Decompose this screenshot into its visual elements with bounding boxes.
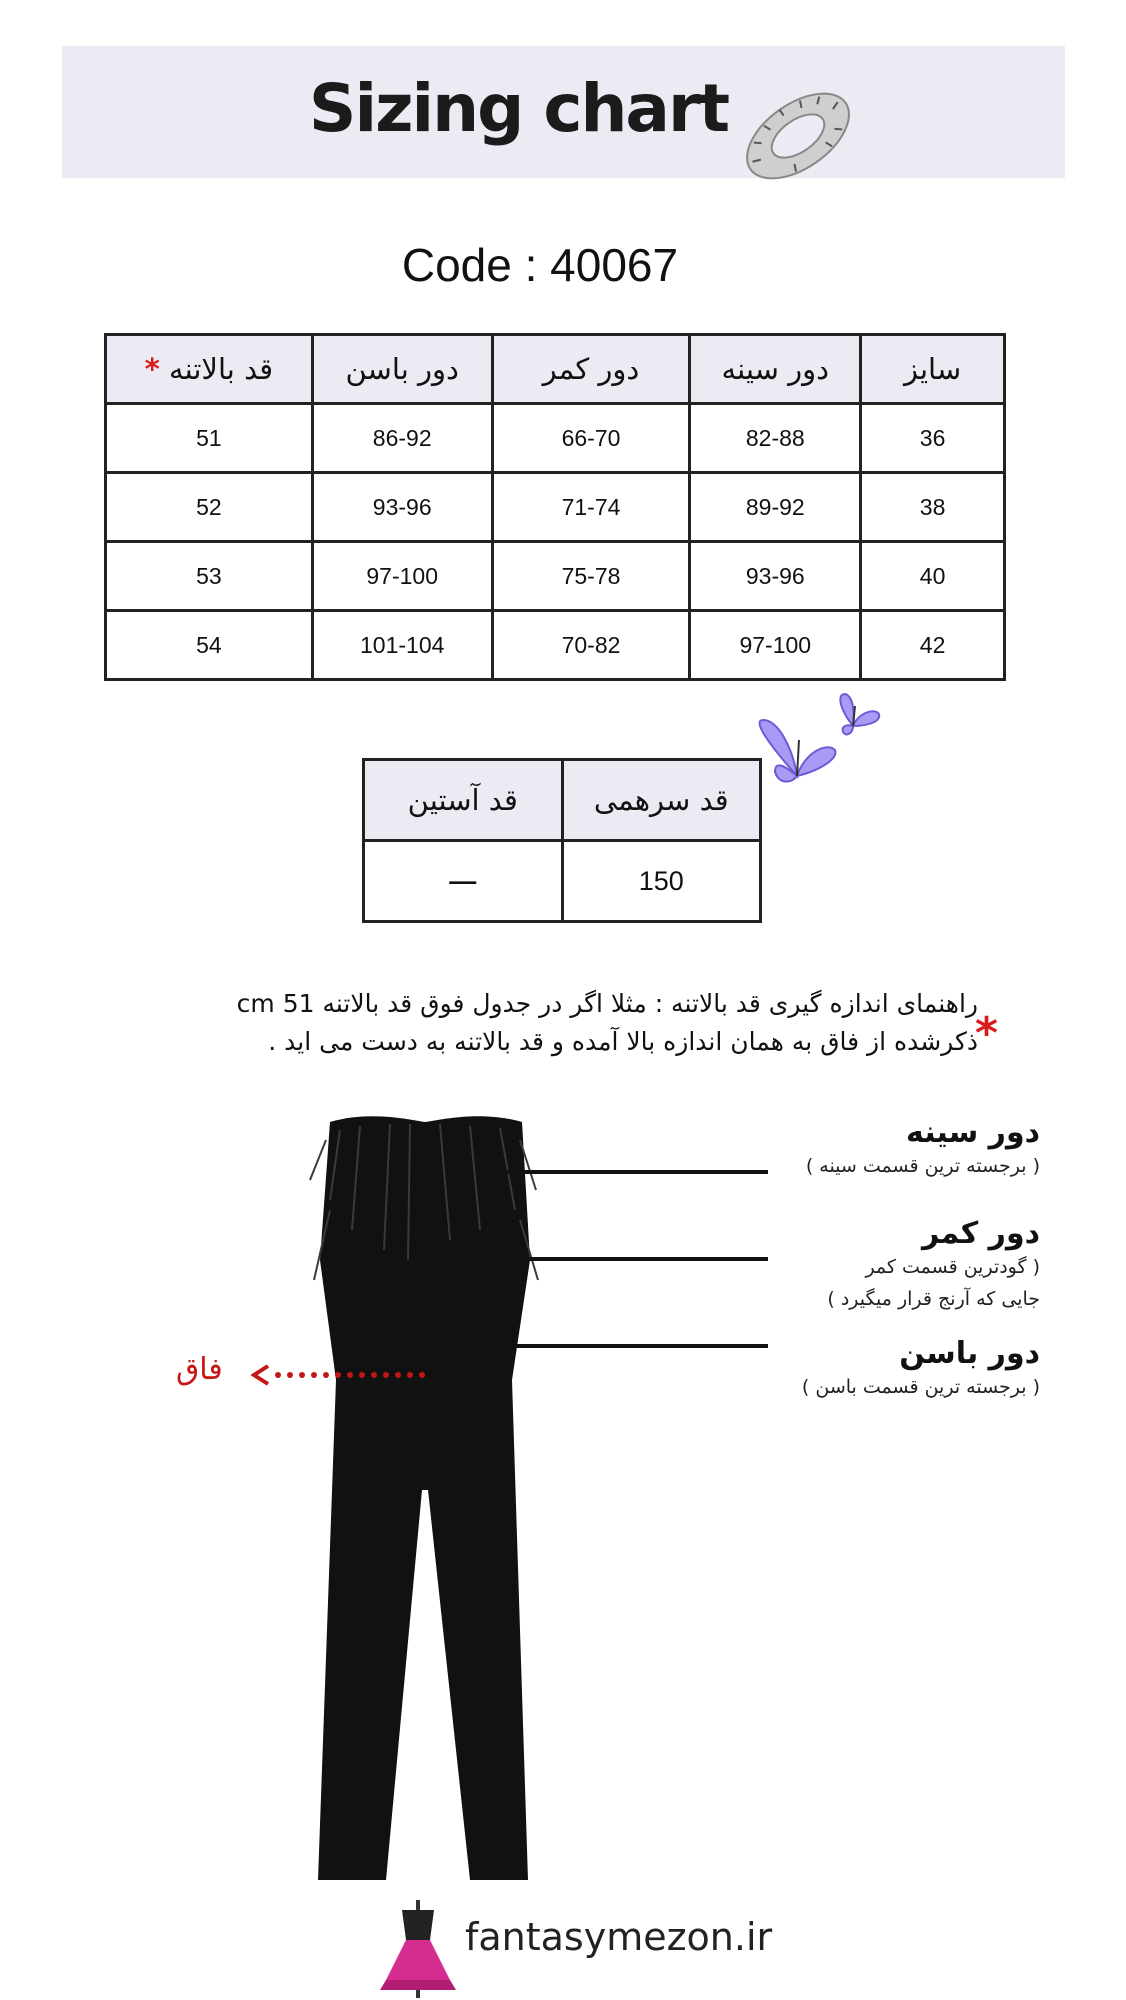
length-table-header (364, 760, 761, 841)
table-cell: 52 (106, 473, 313, 542)
table-cell: 71-74 (492, 473, 690, 542)
waist-desc-1: ( گودترین قسمت کمر (865, 1256, 1040, 1278)
table-cell: 51 (106, 404, 313, 473)
hip-desc: ( برجسته ترین قسمت باسن ) (801, 1376, 1040, 1398)
table-cell: 75-78 (492, 542, 690, 611)
header-banner (62, 46, 1065, 178)
page-title: Sizing chart (308, 70, 729, 147)
header-hip: دور باسن (312, 335, 492, 404)
note-line-1: راهنمای اندازه گیری قد بالاتنه : مثلا اگر در جدول فوق قد بالاتنه 51 cm (236, 989, 978, 1018)
table-cell: 89-92 (690, 473, 861, 542)
length-table (362, 758, 762, 923)
measurement-note (118, 985, 978, 1061)
size-table-header (106, 335, 1005, 404)
table-cell: 54 (106, 611, 313, 680)
table-cell: 86-92 (312, 404, 492, 473)
required-star: * (144, 352, 160, 386)
table-row (106, 611, 1005, 680)
table-cell: 93-96 (690, 542, 861, 611)
table-cell: 93-96 (312, 473, 492, 542)
table-cell: — (364, 841, 563, 922)
chest-title: دور سینه (906, 1115, 1040, 1150)
header-torso-length (106, 335, 313, 404)
table-cell: 82-88 (690, 404, 861, 473)
crotch-label: فاق (176, 1352, 223, 1387)
table-row (106, 542, 1005, 611)
table-row (106, 404, 1005, 473)
table-cell: 42 (861, 611, 1005, 680)
torso-length-label: قد بالاتنه (169, 352, 274, 386)
header-waist: دور کمر (492, 335, 690, 404)
waist-title: دور کمر (922, 1216, 1040, 1251)
chest-label (806, 1115, 1040, 1182)
dress-form-logo-icon (372, 1900, 464, 2000)
note-star: * (975, 1008, 999, 1059)
jumpsuit-image (300, 1110, 550, 1885)
waist-line (486, 1257, 768, 1261)
header-size: سایز (861, 335, 1005, 404)
table-cell: 97-100 (690, 611, 861, 680)
waist-desc-2: جایی که آرنج قرار میگیرد ) (827, 1288, 1040, 1310)
table-row (106, 473, 1005, 542)
size-table (104, 333, 1006, 681)
table-cell: 101-104 (312, 611, 492, 680)
header-chest: دور سینه (690, 335, 861, 404)
table-cell: 38 (861, 473, 1005, 542)
header-sleeve-length: قد آستین (364, 760, 563, 841)
hip-title: دور باسن (899, 1336, 1040, 1371)
table-cell: 40 (861, 542, 1005, 611)
table-cell: 70-82 (492, 611, 690, 680)
table-cell: 36 (861, 404, 1005, 473)
hip-line (486, 1344, 768, 1348)
table-cell: 97-100 (312, 542, 492, 611)
table-cell: 150 (562, 841, 761, 922)
table-cell: 53 (106, 542, 313, 611)
hip-label (802, 1336, 1040, 1403)
table-cell: 66-70 (492, 404, 690, 473)
chest-line (486, 1170, 768, 1174)
header-jumpsuit-length: قد سرهمی (562, 760, 761, 841)
table-row (364, 841, 761, 922)
website-url[interactable]: fantasymezon.ir (465, 1915, 773, 1959)
product-code: Code : 40067 (401, 239, 679, 291)
waist-label (827, 1216, 1040, 1315)
note-line-2: ذکرشده از فاق به همان اندازه بالا آمده و قد بالاتنه به دست می اید . (268, 1027, 978, 1056)
chest-desc: ( برجسته ترین قسمت سینه ) (805, 1155, 1040, 1177)
measuring-tape-icon (726, 76, 871, 196)
crotch-arrow (246, 1362, 436, 1388)
